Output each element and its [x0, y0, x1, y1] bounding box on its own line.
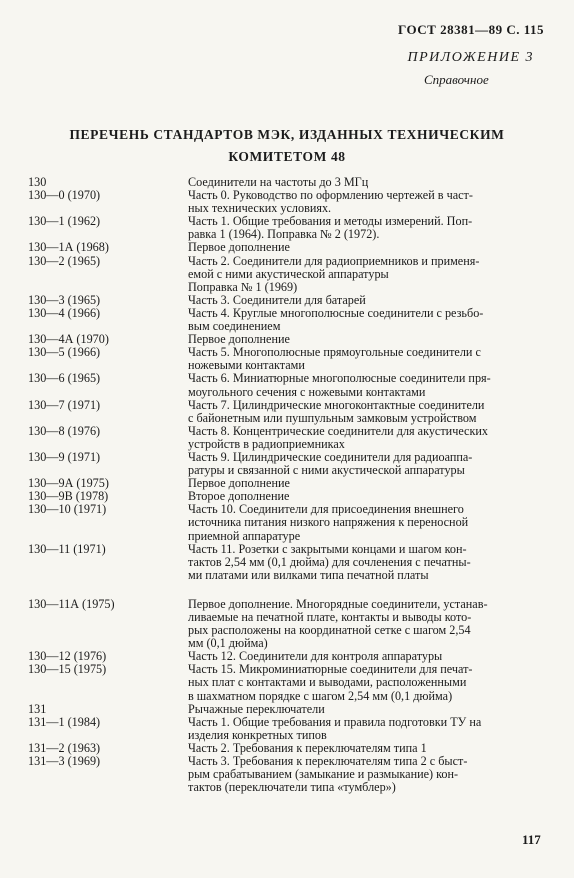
title-text-line: Часть 9. Цилиндрические соединители для радиоаппа- [188, 449, 473, 464]
list-item [28, 543, 548, 582]
list-item [28, 598, 548, 650]
title-text-line: Первое дополнение [188, 476, 290, 491]
title-text-line: ных технических условиях. [188, 201, 332, 216]
title-text-line: Часть 1. Общие требования и правила подготовки ТУ на [188, 714, 482, 729]
appendix-subtitle: Справочное [424, 72, 489, 87]
list-item [28, 241, 548, 254]
standard-title [188, 716, 548, 742]
standard-number: 130—15 (1975) [28, 662, 107, 677]
title-text-line: ми платами или вилками типа печатной платы [188, 567, 429, 582]
standard-number: 130—6 (1965) [28, 371, 101, 386]
standard-number: 130—11А (1975) [28, 596, 115, 611]
title-text-line: Первое дополнение [188, 240, 290, 255]
standard-title [188, 755, 548, 794]
standard-number: 130—4 (1966) [28, 305, 101, 320]
standard-title [188, 663, 548, 702]
title-text-line: ратуры и связанной с ними акустической аппаратуры [188, 463, 465, 478]
title-text-line: вым соединением [188, 319, 281, 334]
standard-number: 131—2 (1963) [28, 740, 101, 755]
standard-title [188, 294, 548, 307]
standard-number: 130—5 (1966) [28, 345, 101, 360]
title-text-line: ных плат с контактами и выводами, расположенными [188, 675, 467, 690]
standard-number: 130—1А (1968) [28, 240, 109, 255]
standard-title [188, 255, 548, 294]
standard-title [188, 241, 548, 254]
standard-title [188, 425, 548, 451]
standard-number: 130—10 (1971) [28, 502, 107, 517]
title-text-line: устройств в радиоприемниках [188, 436, 345, 451]
page-number: 117 [522, 832, 541, 847]
list-item [28, 399, 548, 425]
list-item [28, 663, 548, 702]
list-item [28, 425, 548, 451]
title-text-line: рых расположены на координатной сетке с шагом 2,54 [188, 623, 471, 638]
title-text-line: Часть 0. Руководство по оформлению чертежей в част- [188, 188, 473, 203]
standard-number: 130 [28, 175, 47, 189]
standard-title [188, 307, 548, 333]
title-text-line: Часть 5. Многополюсные прямоугольные соединители с [188, 345, 481, 360]
title-text-line: с байонетным или пушпульным замковым устройством [188, 410, 477, 425]
standard-number: 130—9А (1975) [28, 476, 109, 491]
title-text-line: Часть 2. Соединители для радиоприемников и применя- [188, 253, 480, 268]
title-text-line: Второе дополнение [188, 489, 290, 504]
standard-number: 130—11 (1971) [28, 541, 106, 556]
list-item [28, 372, 548, 398]
standard-title [188, 399, 548, 425]
list-item [28, 703, 548, 716]
title-text-line: изделия конкретных типов [188, 727, 327, 742]
title-text-line: моугольного сечения с ножевыми контактами [188, 384, 426, 399]
standard-number: 131 [28, 701, 47, 716]
standard-number: 130—9В (1978) [28, 489, 109, 504]
title-text-line: Первое дополнение. Многорядные соединители, устанав- [188, 596, 488, 611]
title-text-line: Часть 8. Концентрические соединители для акустических [188, 423, 488, 438]
spacer [28, 582, 548, 598]
standard-number: 130—1 (1962) [28, 214, 101, 229]
title-text-line: Соединители на частоты до 3 МГц [188, 175, 369, 189]
page-header: ГОСТ 28381—89 С. 115 [398, 22, 544, 37]
list-item [28, 215, 548, 241]
appendix-label: ПРИЛОЖЕНИЕ 3 [407, 50, 534, 65]
list-item [28, 189, 548, 215]
standard-number: 130—3 (1965) [28, 292, 101, 307]
standard-title [188, 703, 548, 716]
title-text-line: приемной аппаратуре [188, 528, 301, 543]
title-text-line: Часть 15. Микроминиатюрные соединители для печат- [188, 662, 473, 677]
title-text-line: Часть 6. Миниатюрные многополюсные соединители пря- [188, 371, 491, 386]
standard-title [188, 503, 548, 542]
standard-number: 130—9 (1971) [28, 449, 101, 464]
standard-title [188, 598, 548, 650]
title-line: ПЕРЕЧЕНЬ СТАНДАРТОВ МЭК, ИЗДАННЫХ ТЕХНИЧЕСКИМ [69, 127, 505, 142]
standards-list [28, 176, 548, 794]
list-item [28, 451, 548, 477]
title-line: КОМИТЕТОМ 48 [228, 149, 346, 164]
standard-title [188, 346, 548, 372]
list-item [28, 346, 548, 372]
title-text-line: Часть 1. Общие требования и методы измерений. Поп- [188, 214, 473, 229]
title-text-line: Часть 11. Розетки с закрытыми концами и шагом кон- [188, 541, 467, 556]
title-text-line: Поправка № 1 (1969) [188, 279, 298, 294]
list-item [28, 294, 548, 307]
standard-title [188, 543, 548, 582]
title-text-line: Часть 3. Требования к переключателям типа 2 с быст- [188, 754, 468, 769]
standard-number: 130—0 (1970) [28, 188, 101, 203]
standard-number: 130—8 (1976) [28, 423, 101, 438]
title-text-line: ливаемые на печатной плате, контакты и выводы кото- [188, 610, 472, 624]
standard-title [188, 215, 548, 241]
title-text-line: источника питания низкого напряжения к переносной [188, 515, 469, 530]
title-text-line: мм (0,1 дюйма) [188, 636, 268, 651]
standard-number: 130—12 (1976) [28, 649, 107, 664]
title-text-line: Часть 2. Требования к переключателям типа 1 [188, 740, 427, 755]
title-text-line: рым срабатыванием (замыкание и размыкание) кон- [188, 767, 459, 782]
title-text-line: Часть 7. Цилиндрические многоконтактные соединители [188, 397, 485, 412]
standard-title [188, 451, 548, 477]
standard-number: 131—1 (1984) [28, 714, 101, 729]
title-text-line: емой с ними акустической аппаратуры [188, 266, 389, 281]
title-text-line: тактов (переключатели типа «тумблер») [188, 780, 396, 795]
list-item [28, 307, 548, 333]
list-item [28, 255, 548, 294]
standard-number: 130—4А (1970) [28, 332, 109, 347]
standard-number: 131—3 (1969) [28, 754, 101, 769]
title-text-line: равка 1 (1964). Поправка № 2 (1972). [188, 227, 380, 242]
list-item [28, 503, 548, 542]
standard-number: 130—2 (1965) [28, 253, 101, 268]
title-text-line: Часть 10. Соединители для присоединения внешнего [188, 502, 464, 517]
title-text-line: тактов 2,54 мм (0,1 дюйма) для сочленения с печатны- [188, 554, 471, 569]
title-text-line: в шахматном порядке с шагом 2,54 мм (0,1 дюйма) [188, 688, 453, 703]
standard-title [188, 189, 548, 215]
title-text-line: ножевыми контактами [188, 358, 305, 373]
document-title [40, 124, 534, 168]
standard-title [188, 372, 548, 398]
title-text-line: Часть 12. Соединители для контроля аппаратуры [188, 649, 443, 664]
standard-number: 130—7 (1971) [28, 397, 101, 412]
title-text-line: Первое дополнение [188, 332, 290, 347]
title-text-line: Часть 4. Круглые многополюсные соединители с резьбо- [188, 305, 484, 320]
title-text-line: Часть 3. Соединители для батарей [188, 292, 366, 307]
list-item [28, 716, 548, 742]
title-text-line: Рычажные переключатели [188, 701, 325, 716]
list-item [28, 755, 548, 794]
